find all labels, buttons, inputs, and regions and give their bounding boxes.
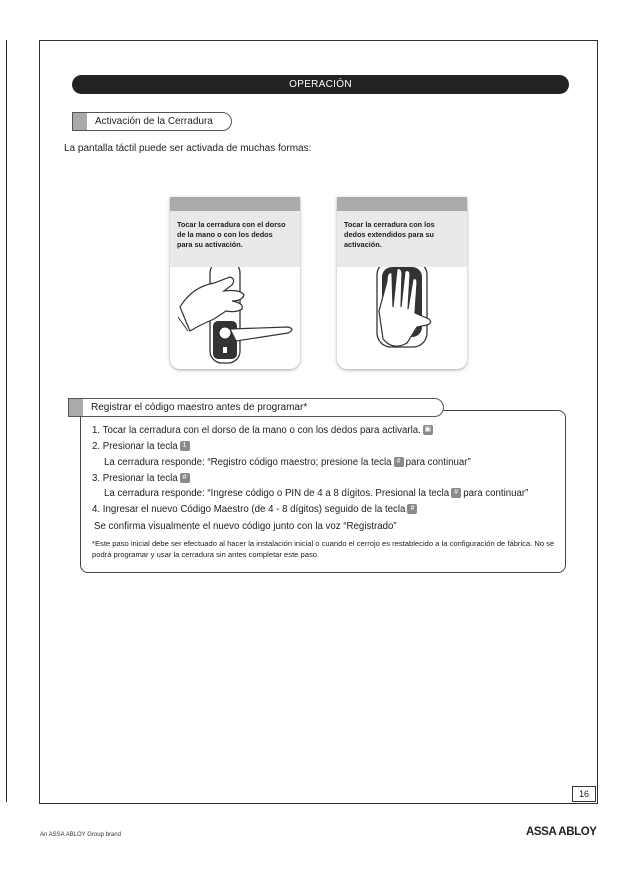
step-3: 3. Presionar la tecla # [92,473,192,484]
step-1: 1. Tocar la cerradura con el dorso de la mano o con los dedos para activarla. ▣ [92,425,432,436]
assa-abloy-logo: ASSA ABLOY [526,826,597,838]
hash-key-icon: # [394,457,404,467]
card-caption: Tocar la cerradura con los dedos extendidos para su activación. [337,211,467,267]
section-tab-label: Activación de la Cerradura [95,116,213,127]
fingers-touching-lock-illustration [337,267,467,369]
intro-text: La pantalla táctil puede ser activada de muchas formas: [64,143,312,154]
hash-key-icon: # [451,488,461,498]
footer-brand-text: An ASSA ABLOY Group brand [40,832,121,838]
activation-card-fingers [337,197,467,369]
page-number: 16 [572,786,596,802]
lock-icon: ▣ [424,426,432,434]
card-caption: Tocar la cerradura con el dorso de la mano o con los dedos para su activación. [170,211,300,267]
key-1-icon: 1 [180,441,190,451]
footnote: *Este paso inicial debe ser efectuado al hacer la instalación inicial o cuando el cerrojo es restablecido a la configuración de fábrica. No se podrá programar y usar la cerradura sin antes completar este paso. [92,539,555,559]
activation-card-back-of-hand [170,197,300,369]
section-tab-activation [72,112,232,131]
section-header: OPERACIÓN [72,75,569,94]
step-4: 4. Ingresar el nuevo Código Maestro (de 4 - 8 dígitos) seguido de la tecla # [92,504,419,515]
step-2: 2. Presionar la tecla 1 [92,441,192,452]
hash-key-icon: # [180,473,190,483]
confirmation-text: Se confirma visualmente el nuevo código junto con la voz “Registrado” [94,521,397,532]
step-3-response: La cerradura responde: “Ingrese código o PIN de 4 a 8 dígitos. Presional la tecla # para continuar” [104,488,529,499]
hand-touching-lock-illustration [170,267,300,369]
hash-key-icon: # [407,504,417,514]
page-edge-line [6,40,7,802]
step-2-response: La cerradura responde: “Registro código maestro; presione la tecla # para continuar” [104,457,471,468]
section-tab-register [68,398,444,417]
section-tab-label: Registrar el código maestro antes de programar* [91,402,308,413]
